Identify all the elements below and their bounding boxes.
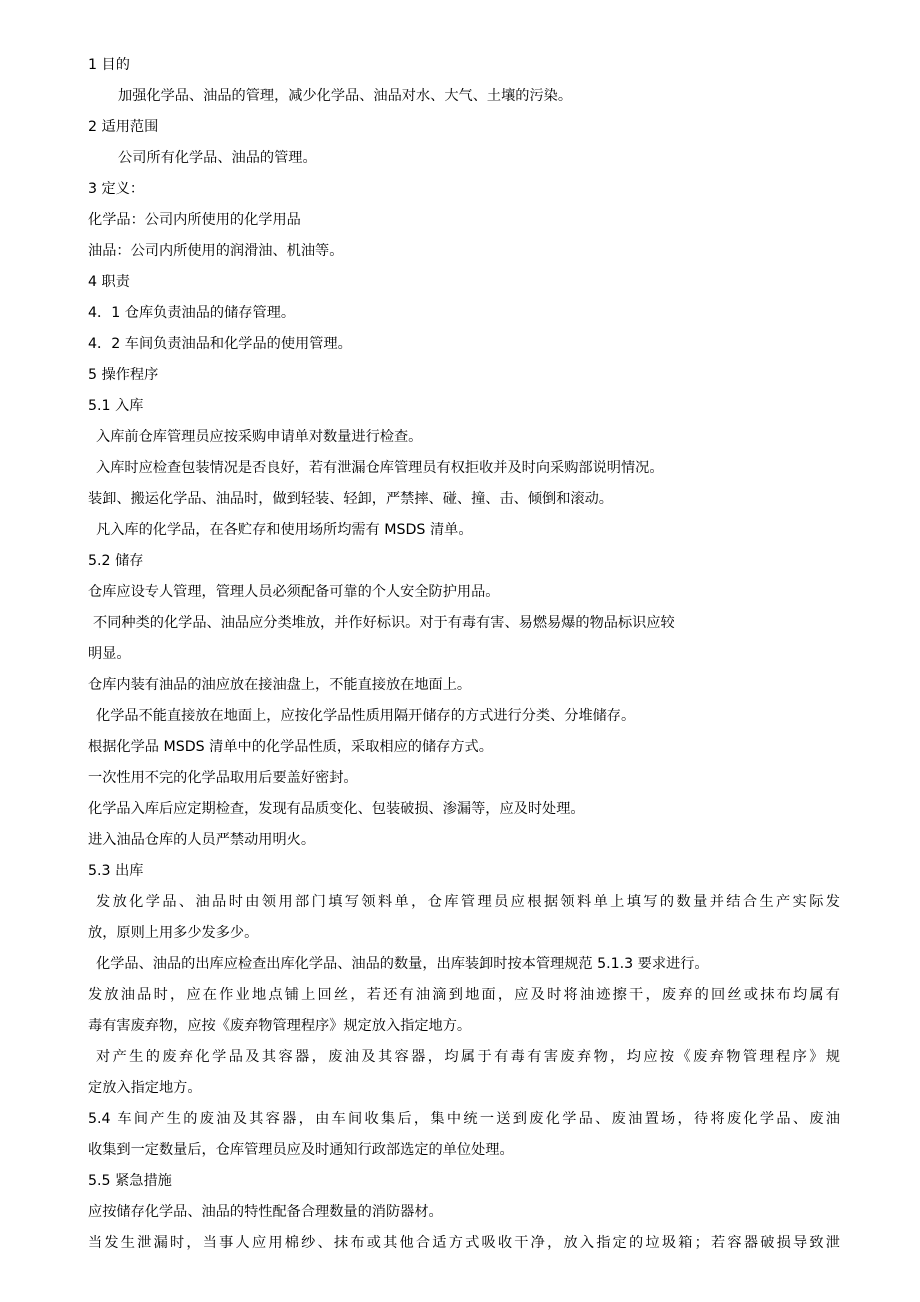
text-line: 不同种类的化学品、油品应分类堆放，并作好标识。对于有毒有害、易燃易爆的物品标识应较 (93, 615, 675, 631)
text-line: 5.2 储存 (88, 553, 144, 569)
text-line: 放，原则上用多少发多少。 (88, 925, 259, 941)
text-line: 入库时应检查包装情况是否良好，若有泄漏仓库管理员有权拒收并及时向采购部说明情况。 (96, 460, 664, 476)
text-line: 3 定义： (88, 181, 145, 197)
text-line: 入库前仓库管理员应按采购申请单对数量进行检查。 (96, 429, 423, 445)
text-line: 5.3 出库 (88, 863, 144, 879)
text-line: 1 目的 (88, 57, 130, 73)
text-line: 化学品不能直接放在地面上，应按化学品性质用隔开储存的方式进行分类、分堆储存。 (96, 708, 636, 724)
text-line: 化学品入库后应定期检查，发现有品质变化、包装破损、渗漏等，应及时处理。 (88, 801, 585, 817)
text-line: 发放油品时，应在作业地点铺上回丝，若还有油滴到地面，应及时将油迹擦干，废弃的回丝或抹布均属有 (88, 987, 840, 1003)
text-line: 发放化学品、油品时由领用部门填写领料单，仓库管理员应根据领料单上填写的数量并结合生产实际发 (96, 894, 840, 910)
text-line: 收集到一定数量后，仓库管理员应及时通知行政部选定的单位处理。 (88, 1142, 514, 1158)
text-line: 应按储存化学品、油品的特性配备合理数量的消防器材。 (88, 1204, 443, 1220)
text-line: 加强化学品、油品的管理，减少化学品、油品对水、大气、土壤的污染。 (118, 88, 573, 104)
text-line: 2 适用范围 (88, 119, 159, 135)
text-line: 5 操作程序 (88, 367, 159, 383)
text-line: 5.4 车间产生的废油及其容器，由车间收集后，集中统一送到废化学品、废油置场，待将废化学品、废油 (88, 1111, 840, 1127)
text-line: 定放入指定地方。 (88, 1080, 202, 1096)
text-line: 进入油品仓库的人员严禁动用明火。 (88, 832, 316, 848)
text-line: 明显。 (88, 646, 131, 662)
text-line: 毒有害废弃物，应按《废弃物管理程序》规定放入指定地方。 (88, 1018, 472, 1034)
document-body (88, 50, 840, 1259)
text-line: 当发生泄漏时，当事人应用棉纱、抹布或其他合适方式吸收干净，放入指定的垃圾箱；若容器破损导致泄 (88, 1235, 840, 1251)
text-line: 装卸、搬运化学品、油品时，做到轻装、轻卸，严禁摔、碰、撞、击、倾倒和滚动。 (88, 491, 613, 507)
text-line: 仓库内装有油品的油应放在接油盘上，不能直接放在地面上。 (88, 677, 472, 693)
text-line: 油品：公司内所使用的润滑油、机油等。 (88, 243, 344, 259)
text-line: 5.5 紧急措施 (88, 1173, 172, 1189)
text-line: 化学品、油品的出库应检查出库化学品、油品的数量，出库装卸时按本管理规范 5.1.3 要求进行。 (96, 956, 709, 972)
text-line: 化学品：公司内所使用的化学用品 (88, 212, 301, 228)
text-line: 4．1 仓库负责油品的储存管理。 (88, 305, 296, 321)
text-line: 一次性用不完的化学品取用后要盖好密封。 (88, 770, 358, 786)
text-line: 根据化学品 MSDS 清单中的化学品性质，采取相应的储存方式。 (88, 739, 493, 755)
text-line: 4．2 车间负责油品和化学品的使用管理。 (88, 336, 352, 352)
text-line: 公司所有化学品、油品的管理。 (118, 150, 317, 166)
text-line: 仓库应设专人管理，管理人员必须配备可靠的个人安全防护用品。 (88, 584, 500, 600)
text-line: 对产生的废弃化学品及其容器，废油及其容器，均属于有毒有害废弃物，均应按《废弃物管理程序》规 (96, 1049, 840, 1065)
text-line: 凡入库的化学品，在各贮存和使用场所均需有 MSDS 清单。 (96, 522, 473, 538)
text-line: 5.1 入库 (88, 398, 144, 414)
text-line: 4 职责 (88, 274, 130, 290)
